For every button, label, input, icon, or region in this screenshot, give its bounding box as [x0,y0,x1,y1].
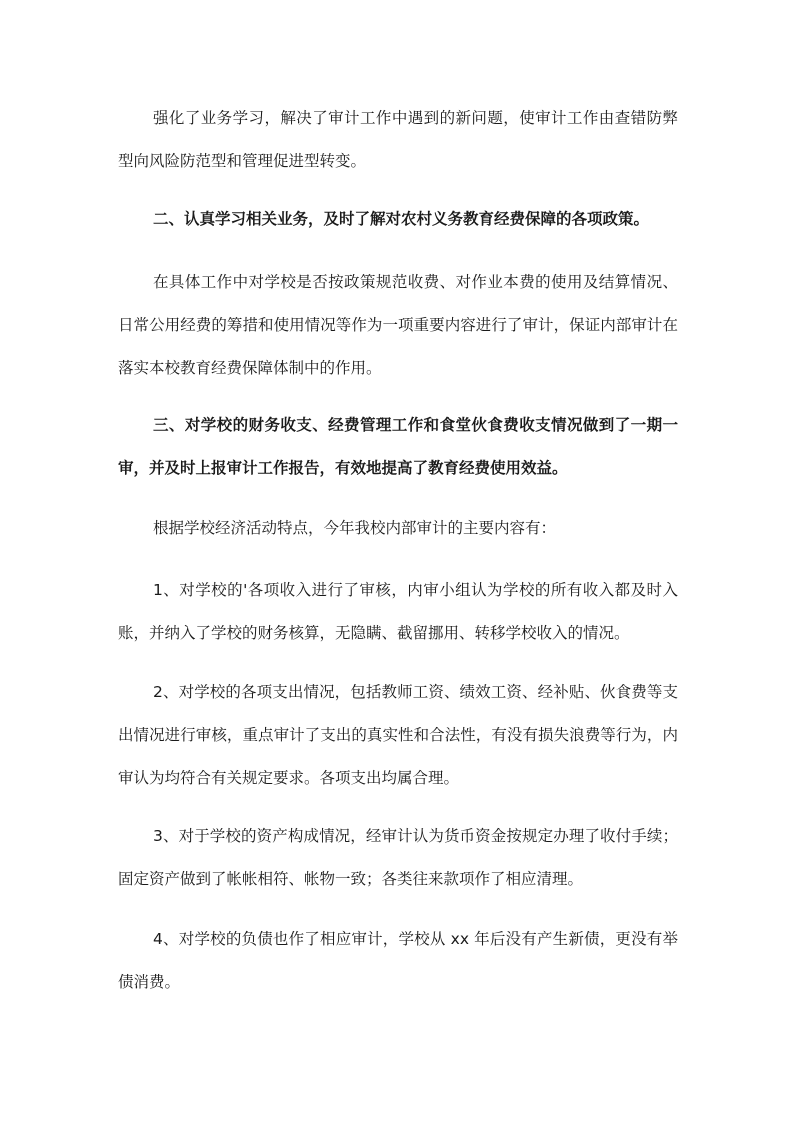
paragraph-specific-work: 在具体工作中对学校是否按政策规范收费、对作业本费的使用及结算情况、日常公用经费的筹措和使用情况等作为一项重要内容进行了审计，保证内部审计在落实本校教育经费保障体制中的作用。 [118,273,678,377]
heading-section-two: 二、认真学习相关业务，及时了解对农村义务教育经费保障的各项政策。 [153,210,650,228]
list-item-income-audit: 1、对学校的'各项收入进行了审核，内审小组认为学校的所有收入都及时入账，并纳入了学校的财务核算，无隐瞒、截留挪用、转移学校收入的情况。 [118,581,678,642]
list-item-asset-audit: 3、对于学校的资产构成情况，经审计认为货币资金按规定办理了收付手续；固定资产做到了帐帐相符、帐物一致；各类往来款项作了相应清理。 [118,827,678,888]
paragraph-audit-content-intro: 根据学校经济活动特点，今年我校内部审计的主要内容有： [153,519,557,537]
heading-section-three: 三、对学校的财务收支、经费管理工作和食堂伙食费收支情况做到了一期一审，并及时上报审计工作报告，有效地提高了教育经费使用效益。 [118,416,678,477]
list-item-debt-audit: 4、对学校的负债也作了相应审计，学校从 xx 年后没有产生新债，更没有举债消费。 [118,930,678,991]
list-item-expense-audit: 2、对学校的各项支出情况，包括教师工资、绩效工资、经补贴、伙食费等支出情况进行审核，重点审计了支出的真实性和合法性，有没有损失浪费等行为，内审认为均符合有关规定要求。各项支出均属合理。 [118,683,678,787]
paragraph-business-study: 强化了业务学习，解决了审计工作中遇到的新问题，使审计工作由查错防弊型向风险防范型和管理促进型转变。 [118,109,678,170]
